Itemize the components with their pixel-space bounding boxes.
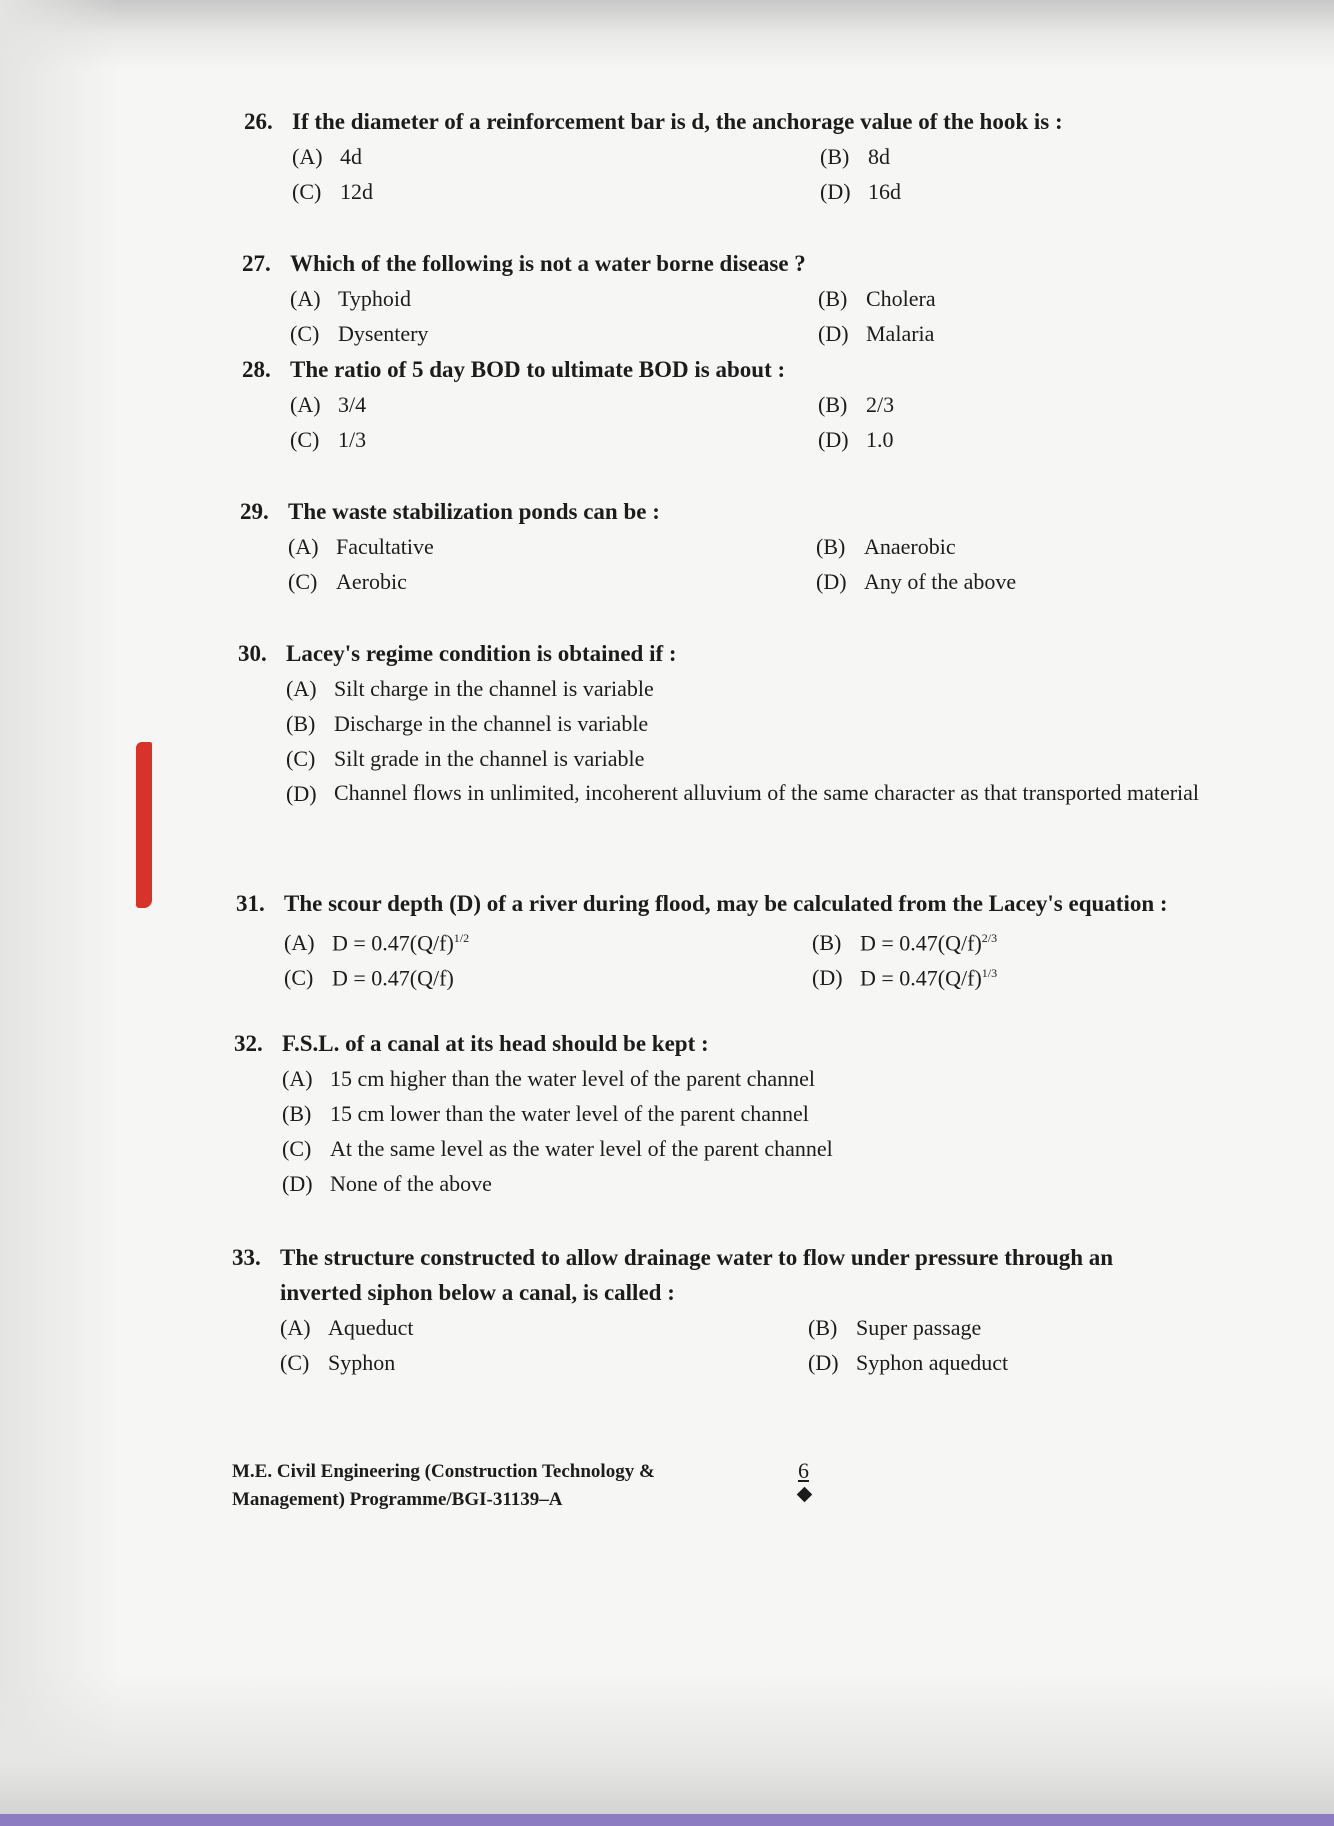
option-text: None of the above <box>330 1171 492 1196</box>
option-text: Syphon aqueduct <box>856 1350 1009 1375</box>
option-exponent: 1/2 <box>453 931 470 945</box>
question-32 <box>234 1026 1334 1201</box>
question-29 <box>240 494 1334 594</box>
option-text: 12d <box>340 179 373 204</box>
option-text: 15 cm higher than the water level of the parent channel <box>330 1066 816 1091</box>
option-letter: (A) <box>292 144 323 169</box>
question-26 <box>244 104 1334 204</box>
question-number: 31. <box>236 891 265 916</box>
question-number: 30. <box>238 641 267 666</box>
option-text: Discharge in the channel is variable <box>334 711 649 736</box>
option-a[interactable] <box>290 387 810 422</box>
scan-edge-strip <box>0 1814 1334 1826</box>
option-d[interactable] <box>818 422 1334 457</box>
question-27 <box>242 246 1334 346</box>
option-text: 16d <box>868 179 901 204</box>
option-d[interactable] <box>808 1345 1328 1380</box>
question-text: F.S.L. of a canal at its head should be kept : <box>282 1031 709 1056</box>
question-number: 29. <box>240 499 269 524</box>
option-a[interactable] <box>288 529 808 564</box>
options <box>282 1061 1334 1201</box>
option-letter: (A) <box>288 534 319 559</box>
option-text: 1.0 <box>866 427 894 452</box>
option-text: Silt charge in the channel is variable <box>334 676 654 701</box>
question-text: The scour depth (D) of a river during flood, may be calculated from the Lacey's equation : <box>284 891 1168 916</box>
option-letter: (D) <box>818 321 849 346</box>
question-number: 26. <box>244 109 273 134</box>
option-text: Aerobic <box>336 569 407 594</box>
question-text-line-2: inverted siphon below a canal, is called : <box>280 1280 675 1305</box>
page-number: 6 <box>798 1458 809 1483</box>
option-d[interactable] <box>818 316 1334 351</box>
option-c[interactable] <box>292 174 812 209</box>
option-text: D = 0.47(Q/f) <box>860 930 982 956</box>
footer-line-2: Management) Programme/BGI-31139–A <box>232 1489 563 1510</box>
option-letter: (B) <box>282 1101 312 1126</box>
question-stem <box>244 104 1334 139</box>
question-stem <box>238 636 1334 671</box>
option-letter: (C) <box>280 1350 310 1375</box>
question-text: The ratio of 5 day BOD to ultimate BOD is about : <box>290 357 786 382</box>
option-text: Channel flows in unlimited, incoherent alluvium of the same character as that transported material <box>334 780 1200 805</box>
question-30 <box>238 636 1334 811</box>
option-text: D = 0.47(Q/f) <box>332 965 454 991</box>
question-number: 33. <box>232 1245 261 1270</box>
option-letter: (C) <box>282 1136 312 1161</box>
option-b[interactable] <box>816 529 1334 564</box>
option-a[interactable] <box>290 281 810 316</box>
option-letter: (D) <box>286 781 317 806</box>
option-text: D = 0.47(Q/f) <box>860 965 982 991</box>
option-text: Cholera <box>866 286 936 311</box>
option-text: Silt grade in the channel is variable <box>334 746 645 771</box>
option-letter: (B) <box>818 286 848 311</box>
question-stem <box>236 886 1334 921</box>
option-text: 15 cm lower than the water level of the parent channel <box>330 1101 809 1126</box>
option-c[interactable] <box>284 956 804 991</box>
option-letter: (C) <box>292 179 322 204</box>
question-text: Lacey's regime condition is obtained if : <box>286 641 677 666</box>
option-text: At the same level as the water level of the parent channel <box>330 1136 833 1161</box>
option-text: Facultative <box>336 534 434 559</box>
option-a[interactable] <box>292 139 812 174</box>
question-text-line-1: The structure constructed to allow drainage water to flow under pressure through an <box>280 1245 1114 1270</box>
option-text: 8d <box>868 144 890 169</box>
option-text: Any of the above <box>864 569 1017 594</box>
option-letter: (D) <box>816 569 847 594</box>
scan-shadow-bottom <box>0 1670 1334 1826</box>
question-stem <box>242 246 1334 281</box>
option-a[interactable] <box>282 1061 1334 1096</box>
option-exponent: 2/3 <box>981 931 998 945</box>
option-d[interactable] <box>282 1166 1334 1201</box>
option-text: D = 0.47(Q/f) <box>332 930 454 956</box>
option-c[interactable] <box>286 741 1334 776</box>
diamond-icon <box>797 1487 813 1503</box>
option-b[interactable] <box>282 1096 1334 1131</box>
option-d[interactable] <box>286 776 1334 811</box>
option-letter: (A) <box>280 1315 311 1340</box>
option-text: 3/4 <box>338 392 367 417</box>
scan-shadow-top <box>0 0 1334 70</box>
option-letter: (D) <box>812 965 843 991</box>
scan-shadow-left <box>0 0 120 1826</box>
options <box>286 671 1334 811</box>
option-letter: (A) <box>290 392 321 417</box>
option-letter: (B) <box>816 534 846 559</box>
footer-line-1: M.E. Civil Engineering (Construction Technology & <box>232 1461 655 1482</box>
question-text: The waste stabilization ponds can be : <box>288 499 660 524</box>
question-number: 32. <box>234 1031 263 1056</box>
question-31 <box>236 886 1334 991</box>
option-letter: (A) <box>284 930 315 956</box>
option-b[interactable] <box>286 706 1334 741</box>
option-c[interactable] <box>290 422 810 457</box>
question-text: If the diameter of a reinforcement bar is d, the anchorage value of the hook is : <box>292 109 1063 134</box>
option-text: 1/3 <box>338 427 367 452</box>
question-number: 27. <box>242 251 271 276</box>
question-stem <box>242 352 1334 387</box>
option-c[interactable] <box>288 564 808 599</box>
option-text: Super passage <box>856 1315 982 1340</box>
option-a[interactable] <box>280 1310 800 1345</box>
option-letter: (A) <box>290 286 321 311</box>
option-b[interactable] <box>812 921 1332 956</box>
question-33 <box>232 1240 1334 1375</box>
option-text: Syphon <box>328 1350 396 1375</box>
option-text: 4d <box>340 144 362 169</box>
option-b[interactable] <box>818 387 1334 422</box>
option-text: Malaria <box>866 321 935 346</box>
option-letter: (A) <box>282 1066 313 1091</box>
option-b[interactable] <box>818 281 1334 316</box>
option-letter: (C) <box>288 569 318 594</box>
option-d[interactable] <box>812 956 1332 991</box>
option-letter: (B) <box>820 144 850 169</box>
option-letter: (A) <box>286 676 317 701</box>
option-c[interactable] <box>282 1131 1334 1166</box>
question-28 <box>242 352 1334 452</box>
option-letter: (C) <box>290 321 320 346</box>
question-text: Which of the following is not a water borne disease ? <box>290 251 806 276</box>
option-letter: (D) <box>818 427 849 452</box>
option-text: Anaerobic <box>864 534 956 559</box>
option-text: 2/3 <box>866 392 895 417</box>
option-a[interactable] <box>286 671 1334 706</box>
option-c[interactable] <box>280 1345 800 1380</box>
option-letter: (B) <box>818 392 848 417</box>
question-stem <box>234 1026 1334 1061</box>
option-letter: (D) <box>808 1350 839 1375</box>
option-letter: (B) <box>808 1315 838 1340</box>
option-a[interactable] <box>284 921 804 956</box>
question-stem <box>232 1240 1334 1310</box>
option-text: Typhoid <box>338 286 412 311</box>
option-letter: (D) <box>820 179 851 204</box>
option-letter: (B) <box>286 711 316 736</box>
question-number: 28. <box>242 357 271 382</box>
question-stem <box>240 494 1334 529</box>
option-letter: (D) <box>282 1171 313 1196</box>
red-marker-stroke <box>136 742 152 908</box>
option-text: Dysentery <box>338 321 429 346</box>
option-letter: (B) <box>812 930 842 956</box>
option-b[interactable] <box>808 1310 1328 1345</box>
option-d[interactable] <box>820 174 1334 209</box>
option-c[interactable] <box>290 316 810 351</box>
option-text: Aqueduct <box>328 1315 414 1340</box>
option-letter: (C) <box>284 965 314 991</box>
option-letter: (C) <box>286 746 316 771</box>
option-exponent: 1/3 <box>981 966 998 980</box>
option-letter: (C) <box>290 427 320 452</box>
option-b[interactable] <box>820 139 1334 174</box>
option-d[interactable] <box>816 564 1334 599</box>
page-footer <box>232 1458 655 1514</box>
